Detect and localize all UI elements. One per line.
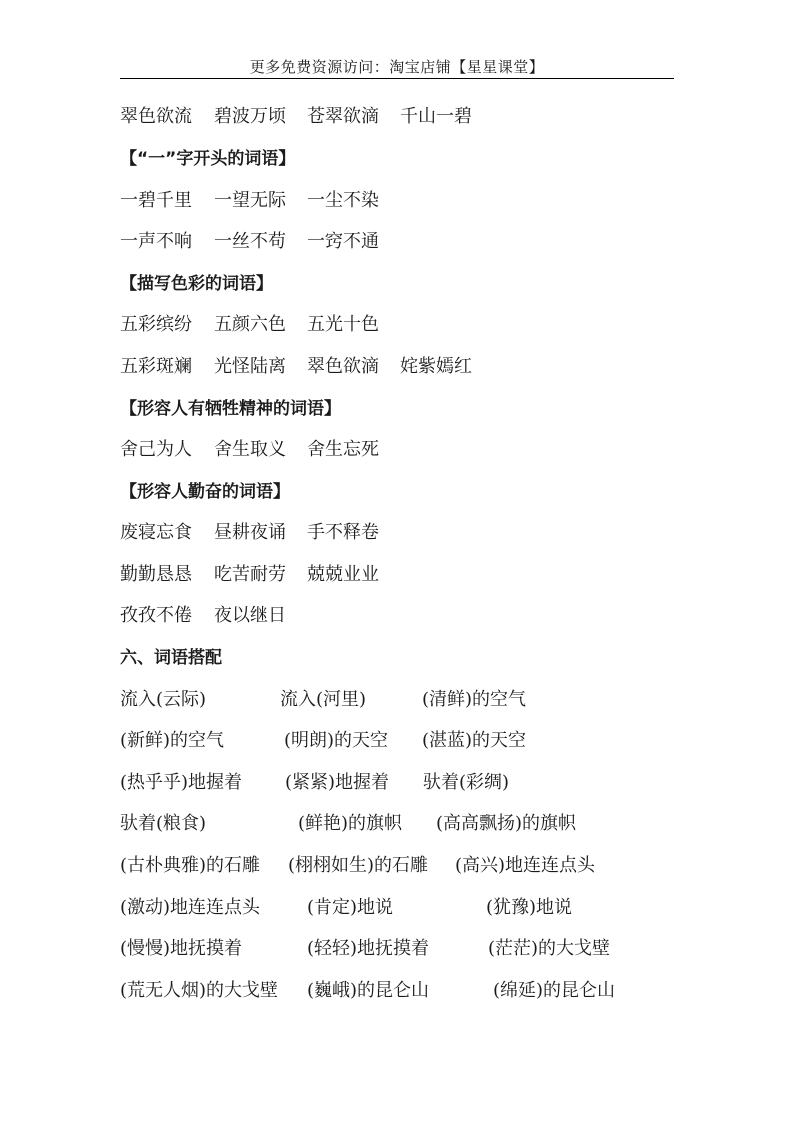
word-row	[120, 188, 674, 214]
word-item: 五光十色	[307, 314, 379, 335]
word-item: (犹豫)地说	[486, 897, 573, 918]
word-item: (栩栩如生)的石雕	[288, 855, 429, 876]
word-item: (清鲜)的空气	[422, 689, 527, 710]
word-item: (古朴典雅)的石雕	[120, 855, 261, 876]
word-item: (湛蓝)的天空	[422, 730, 527, 751]
word-row	[120, 104, 674, 130]
word-item: (激动)地连连点头	[120, 897, 261, 918]
word-row	[120, 853, 674, 879]
word-item: 孜孜不倦	[120, 605, 192, 626]
section-heading: 【形容人勤奋的词语】	[120, 482, 290, 502]
word-item: (鲜艳)的旗帜	[298, 813, 403, 834]
word-item: (明朗)的天空	[284, 730, 389, 751]
word-item: 五颜六色	[214, 314, 286, 335]
word-item: (巍峨)的昆仑山	[307, 980, 430, 1001]
word-item: 流入(河里)	[280, 689, 367, 710]
word-row	[120, 229, 674, 255]
word-row	[120, 936, 674, 962]
word-row	[120, 603, 674, 629]
word-item: (紧紧)地握着	[285, 772, 390, 793]
word-item: (热乎乎)地握着	[120, 772, 243, 793]
word-row	[120, 770, 674, 796]
word-item: 手不释卷	[307, 522, 379, 543]
section-heading: 【形容人有牺牲精神的词语】	[120, 399, 341, 419]
word-item: (高高飘扬)的旗帜	[436, 813, 577, 834]
word-row	[120, 728, 674, 754]
word-item: 废寝忘食	[120, 522, 192, 543]
header-divider	[120, 78, 674, 79]
word-item: 翠色欲滴	[307, 356, 379, 377]
word-item: 昼耕夜诵	[214, 522, 286, 543]
word-item: (绵延)的昆仑山	[493, 980, 616, 1001]
word-row	[120, 895, 674, 921]
word-item: 流入(云际)	[120, 689, 207, 710]
word-item: 姹紫嫣红	[400, 356, 472, 377]
word-item: 舍己为人	[120, 439, 192, 460]
word-item: (轻轻)地抚摸着	[307, 938, 430, 959]
word-item: 夜以继日	[214, 605, 286, 626]
word-item: 驮着(粮食)	[120, 813, 207, 834]
word-item: 一尘不染	[307, 190, 379, 211]
word-item: 一声不响	[120, 231, 192, 252]
word-item: 苍翠欲滴	[307, 106, 379, 127]
word-item: (荒无人烟)的大戈壁	[120, 980, 279, 1001]
word-row	[120, 354, 674, 380]
word-item: 碧波万顷	[214, 106, 286, 127]
word-item: 驮着(彩绸)	[423, 772, 510, 793]
word-row	[120, 811, 674, 837]
word-item: 兢兢业业	[307, 564, 379, 585]
word-item: 一丝不苟	[214, 231, 286, 252]
word-item: 一窍不通	[307, 231, 379, 252]
word-item: 光怪陆离	[214, 356, 286, 377]
word-item: 千山一碧	[400, 106, 472, 127]
word-item: (肯定)地说	[307, 897, 394, 918]
word-item: 勤勤恳恳	[120, 564, 192, 585]
word-row	[120, 562, 674, 588]
word-item: (茫茫)的大戈壁	[488, 938, 611, 959]
word-item: 一碧千里	[120, 190, 192, 211]
word-item: (高兴)地连连点头	[455, 855, 596, 876]
word-item: 翠色欲流	[120, 106, 192, 127]
page-header: 更多免费资源访问：淘宝店铺【星星课堂】	[249, 58, 545, 76]
word-item: 舍生取义	[214, 439, 286, 460]
word-row	[120, 978, 674, 1004]
word-item: 五彩缤纷	[120, 314, 192, 335]
section-heading: 【描写色彩的词语】	[120, 274, 273, 294]
word-item: 五彩斑斓	[120, 356, 192, 377]
word-item: 一望无际	[214, 190, 286, 211]
section-heading: 六、词语搭配	[120, 648, 222, 668]
word-item: (慢慢)地抚摸着	[120, 938, 243, 959]
word-row	[120, 687, 674, 713]
word-row	[120, 520, 674, 546]
word-item: 吃苦耐劳	[214, 564, 286, 585]
word-row	[120, 312, 674, 338]
word-item: 舍生忘死	[307, 439, 379, 460]
word-item: (新鲜)的空气	[120, 730, 225, 751]
word-row	[120, 437, 674, 463]
section-heading: 【“一”字开头的词语】	[120, 149, 296, 169]
